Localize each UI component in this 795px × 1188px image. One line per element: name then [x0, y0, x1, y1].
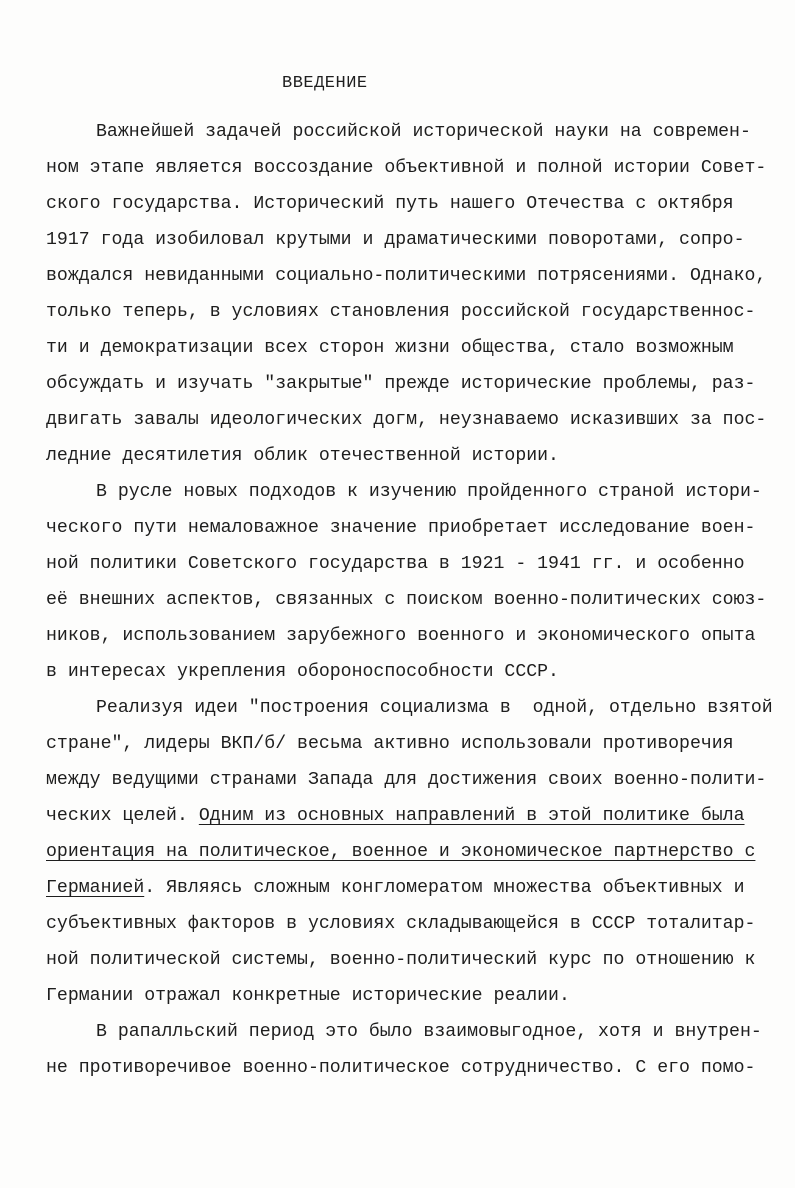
- text-line: вождался невиданными социально-политическими потрясениями. Однако,: [46, 266, 767, 286]
- text-line: ной политической системы, военно-политический курс по отношению к: [46, 950, 756, 970]
- text-line: ти и демократизации всех сторон жизни общества, стало возможным: [46, 338, 734, 358]
- text-line: 1917 года изобиловал крутыми и драматическими поворотами, сопро-: [46, 230, 745, 250]
- document-title: ВВЕДЕНИЕ: [282, 74, 368, 93]
- text-line: ского государства. Исторический путь нашего Отечества с октября: [46, 194, 734, 214]
- text-line: между ведущими странами Запада для достижения своих военно-полити-: [46, 770, 767, 790]
- text-line: в интересах укрепления обороноспособности СССР.: [46, 662, 559, 682]
- text-line: Германии отражал конкретные исторические реалии.: [46, 986, 570, 1006]
- text-line: ном этапе является воссоздание объективной и полной истории Совет-: [46, 158, 767, 178]
- underlined-text: ориентация на политическое, военное и экономическое партнерство с: [46, 842, 756, 862]
- text-segment: . Являясь сложным конгломератом множества объективных и: [144, 878, 745, 898]
- text-line: Реализуя идеи "построения социализма в одной, отдельно взятой: [96, 698, 773, 718]
- text-line: не противоречивое военно-политическое сотрудничество. С его помо-: [46, 1058, 756, 1078]
- text-line: обсуждать и изучать "закрытые" прежде исторические проблемы, раз-: [46, 374, 756, 394]
- underlined-text: Одним из основных направлений в этой политике была: [198, 806, 745, 826]
- text-line: двигать завалы идеологических догм, неузнаваемо исказивших за пос-: [46, 410, 767, 430]
- text-line: В русле новых подходов к изучению пройденного страной истори-: [96, 482, 762, 502]
- text-line-with-underline: [46, 877, 745, 901]
- text-line: ной политики Советского государства в 1921 - 1941 гг. и особенно: [46, 554, 745, 574]
- text-line: Важнейшей задачей российской исторической науки на современ-: [96, 122, 751, 142]
- text-line: субъективных факторов в условиях складывающейся в СССР тоталитар-: [46, 914, 756, 934]
- underlined-text: Германией: [46, 878, 145, 898]
- text-line: ческого пути немаловажное значение приобретает исследование воен-: [46, 518, 756, 538]
- text-line: ледние десятилетия облик отечественной истории.: [46, 446, 559, 466]
- text-line: ников, использованием зарубежного военного и экономического опыта: [46, 626, 756, 646]
- text-line: только теперь, в условиях становления российской государственнос-: [46, 302, 756, 322]
- text-line: её внешних аспектов, связанных с поиском военно-политических союз-: [46, 590, 767, 610]
- text-line: В рапалльский период это было взаимовыгодное, хотя и внутрен-: [96, 1022, 762, 1042]
- text-line: стране", лидеры ВКП/б/ весьма активно использовали противоречия: [46, 734, 734, 754]
- text-segment: ческих целей.: [46, 806, 199, 826]
- text-line-with-underline: [46, 805, 745, 829]
